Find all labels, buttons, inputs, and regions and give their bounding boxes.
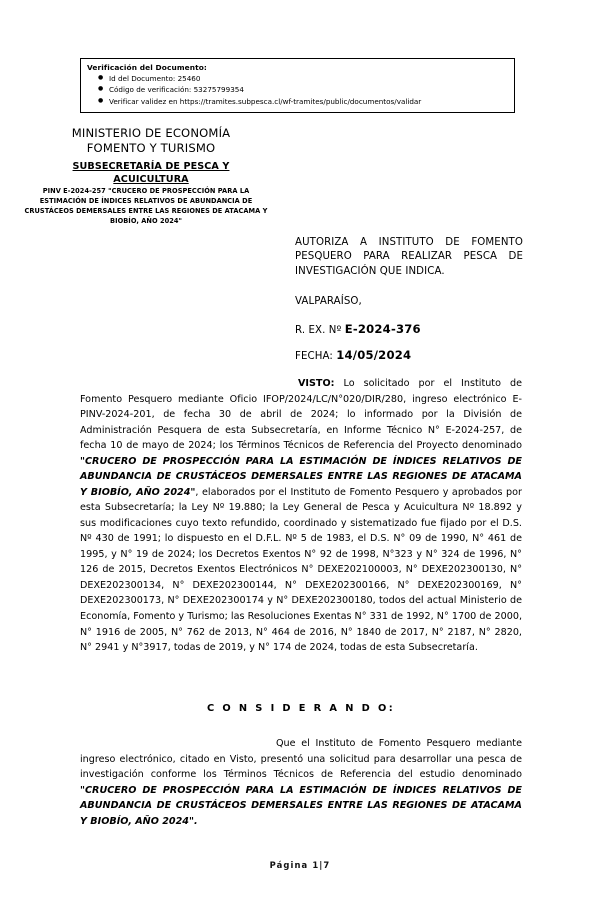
bullet-icon: ● [98, 74, 104, 82]
visto-lead: VISTO: [298, 378, 335, 389]
verification-item-url [98, 96, 508, 107]
project-code-block: PINV E-2024-257 "CRUCERO DE PROSPECCIÓN PARA LA ESTIMACIÓN DE ÍNDICES RELATIVOS DE ABUNDANCIA DE CRUSTÁCEOS DEMERSALES ENTRE LAS REGIONES DE ATACAMA Y BIOBÍO, AÑO 2024" [24, 187, 268, 225]
visto-text-before: Lo solicitado por el Instituto de Fomento Pesquero mediante Oficio IFOP/2024/LC/N°020/DIR/280, ingreso electrónico E-PINV-2024-201, de fecha 30 de abril de 2024; lo informado por la División de Administración Pesquera de esta Subsecretaría, en Informe Técnico N° E-2024-257, de fecha 10 de mayo de 2024; los Términos Técnicos de Referencia del Proyecto denominado [80, 378, 522, 452]
visto-text-after: , elaborados por el Instituto de Fomento Pesquero y aprobados por esta Subsecretaría; la Ley Nº 19.880; la Ley General de Pesca y Acuicultura Nº 18.892 y sus modificaciones cuyo texto refundido, coordinado y sistematizado fue fijado por el D.S. Nº 430 de 1991; lo dispuesto en el D.F.L. Nº 5 de 1983, el D.S. N° 09 de 1990, N° 461 de 1995, y N° 19 de 2024; los Decretos Exentos N° 92 de 1998, N°323 y N° 324 de 1996, N° 126 de 2015, Decretos Exentos Electrónicos N° DEXE202100003, N° DEXE202300130, N° DEXE202300134, N° DEXE202300144, N° DEXE202300166, N° DEXE202300169, N° DEXE202300173, N° DEXE202300174 y N° DEXE202300180, todos del actual Ministerio de Economía, Fomento y Turismo; las Resoluciones Exentas N° 331 de 1992, N° 1700 de 2000, N° 1916 de 2005, N° 762 de 2013, N° 464 de 2016, N° 1840 de 2017, N° 2187, N° 2820, N° 2941 y N°3917, todas de 2019, y N° 174 de 2024, todas de esta Subsecretaría. [80, 486, 522, 654]
considerando-heading: C O N S I D E R A N D O: [206, 703, 396, 714]
resolution-subject: AUTORIZA A INSTITUTO DE FOMENTO PESQUERO PARA REALIZAR PESCA DE INVESTIGACIÓN QUE INDICA. [295, 237, 523, 277]
subsecretaria-heading [22, 160, 280, 186]
visto-project-title: "CRUCERO DE PROSPECCIÓN PARA LA ESTIMACIÓN DE ÍNDICES RELATIVOS DE ABUNDANCIA DE CRUSTÁCEOS DEMERSALES ENTRE LAS REGIONES DE ATACAMA Y BIOBÍO, AÑO 2024" [80, 455, 522, 498]
considerando-project-title: "CRUCERO DE PROSPECCIÓN PARA LA ESTIMACIÓN DE ÍNDICES RELATIVOS DE ABUNDANCIA DE CRUSTÁCEOS DEMERSALES ENTRE LAS REGIONES DE ATACAMA Y BIOBÍO, AÑO 2024". [80, 784, 522, 827]
verification-item-code [98, 84, 508, 95]
verification-item-label: Id del Documento: 25460 [109, 74, 201, 84]
resolution-city: VALPARAÍSO, [295, 296, 362, 307]
verification-title: Verificación del Documento: [87, 63, 207, 72]
visto-section [80, 376, 522, 656]
bullet-icon: ● [98, 85, 104, 93]
visto-paragraph [80, 376, 522, 656]
considerando-text-before: Que el Instituto de Fomento Pesquero mediante ingreso electrónico, citado en Visto, presentó una solicitud para desarrollar una pesca de investigación conforme los Términos Técnicos de Referencia del estudio denominado [80, 738, 522, 781]
considerando-section [80, 736, 522, 829]
resolution-date-value: 14/05/2024 [336, 348, 412, 362]
verification-item-label: Código de verificación: 53275799354 [109, 85, 244, 95]
subsecretaria-line-1: SUBSECRETARÍA DE PESCA Y [72, 161, 230, 172]
bullet-icon: ● [98, 96, 104, 104]
verification-item-document-id [98, 73, 508, 84]
resolution-number-label: R. EX. Nº [295, 325, 342, 336]
considerando-paragraph [80, 736, 522, 829]
ministry-heading [22, 126, 280, 157]
resolution-date [295, 348, 411, 362]
resolution-date-label: FECHA: [295, 351, 333, 362]
subsecretaria-line-2: ACUICULTURA [113, 174, 189, 186]
resolution-number-value: E-2024-376 [344, 322, 421, 336]
verification-item-label: Verificar validez en https://tramites.subpesca.cl/wf-tramites/public/documentos/validar [109, 96, 422, 106]
verification-list [87, 73, 508, 106]
page-footer: Página 1|7 [269, 860, 331, 870]
resolution-number [295, 322, 421, 336]
ministry-line-1: MINISTERIO DE ECONOMÍA [71, 126, 231, 140]
ministry-line-2: FOMENTO Y TURISMO [86, 141, 216, 156]
document-verification-box [80, 58, 515, 113]
